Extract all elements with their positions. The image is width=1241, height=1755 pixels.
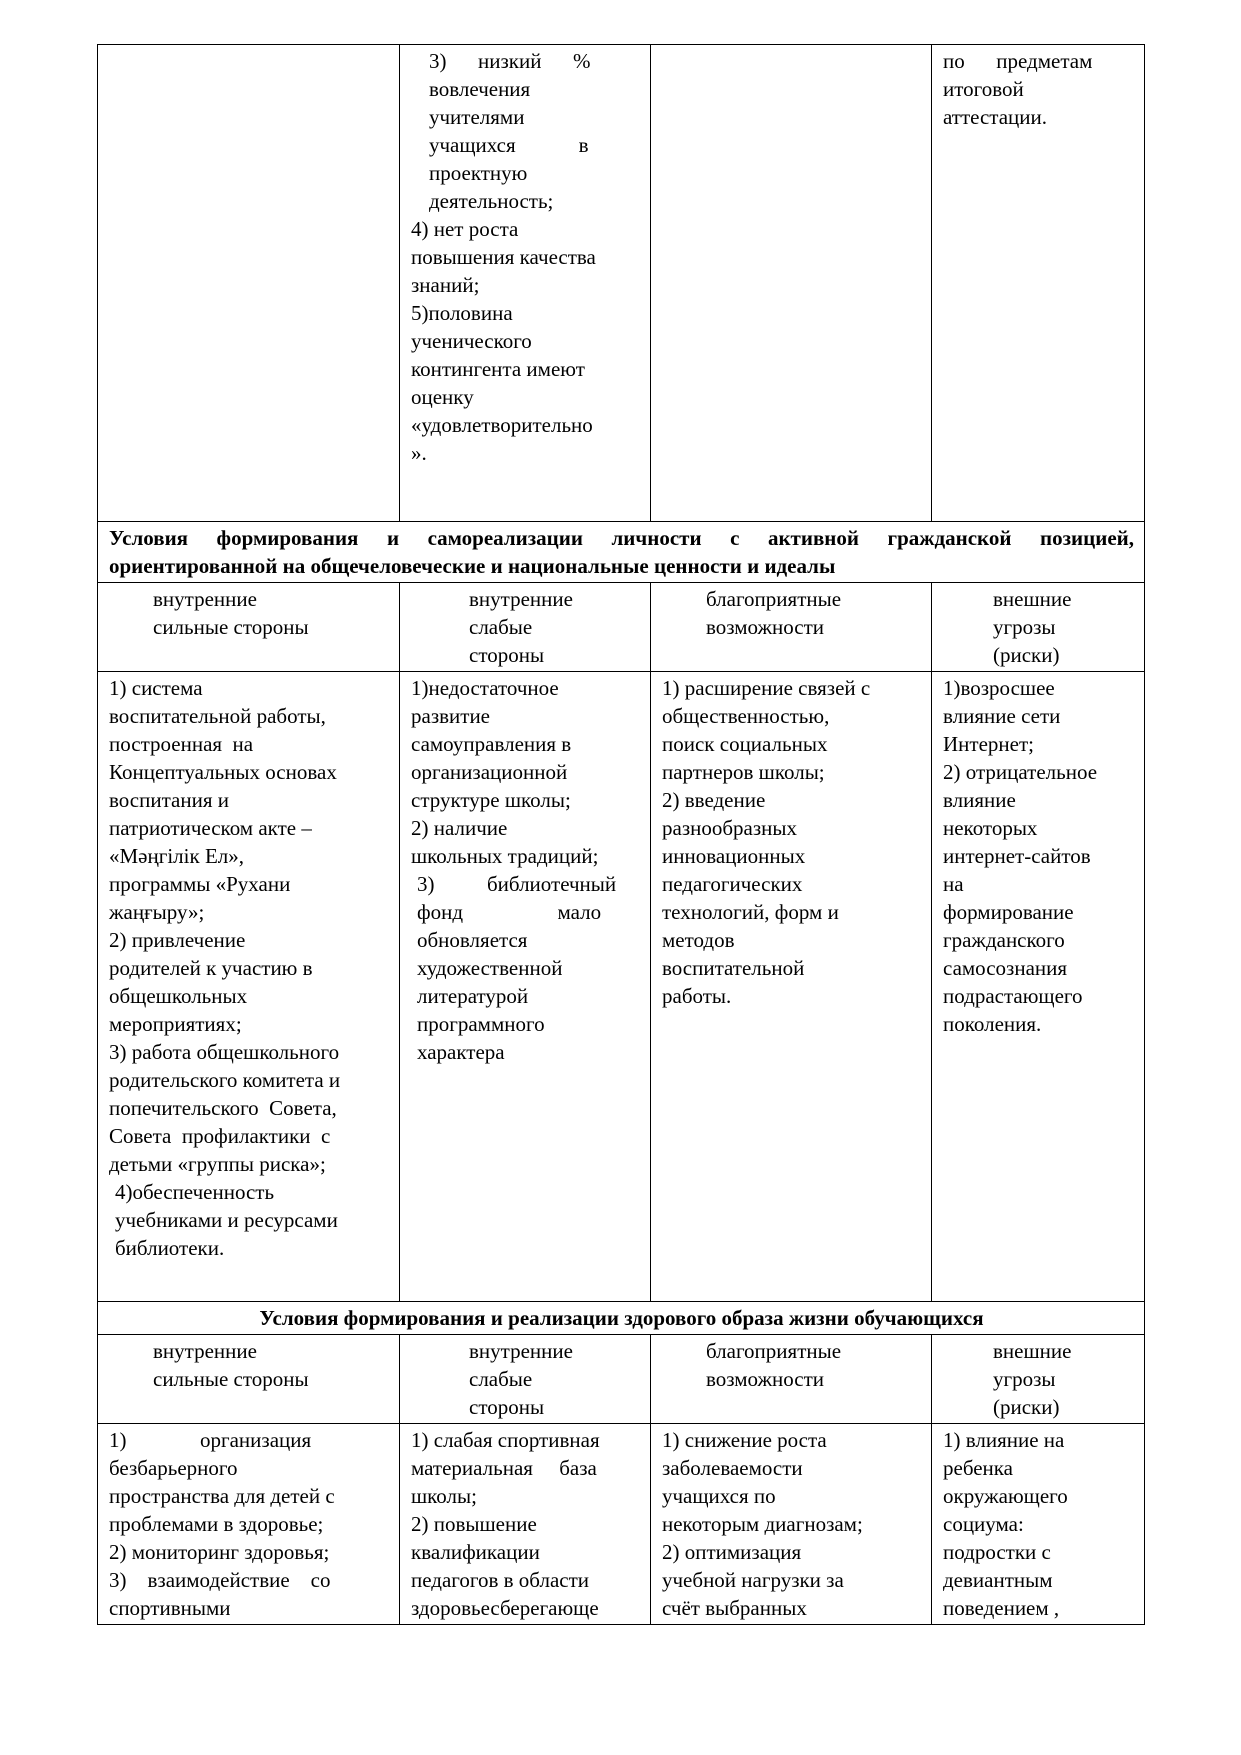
section2-opportunities-cell: [651, 1424, 932, 1625]
cont-opportunities-cell: [651, 45, 932, 522]
section1-opportunities-cell: [651, 672, 932, 1302]
text-line: счёт выбранных: [662, 1596, 807, 1620]
text-line: 4)обеспеченность: [115, 1180, 275, 1204]
text-line: программного: [417, 1012, 545, 1036]
text-line: на: [943, 872, 964, 896]
text-line: художественной: [417, 956, 563, 980]
text-line: 3) взаимодействие со: [109, 1568, 331, 1592]
header-strengths: [98, 583, 400, 672]
text-line: 2) введение: [662, 788, 766, 812]
section1-title-row: [98, 522, 1145, 583]
text-line: Совета профилактики с: [109, 1124, 331, 1148]
text-line: патриотическом акте –: [109, 816, 312, 840]
text-line: библиотеки.: [115, 1236, 225, 1260]
text-line: заболеваемости: [662, 1456, 803, 1480]
text-line: 4) нет роста: [411, 217, 519, 241]
text-line: 1)возросшее: [943, 676, 1055, 700]
text-line: 1) организация: [109, 1428, 312, 1452]
section1-header-row: [98, 583, 1145, 672]
text-line: вовлечения: [429, 77, 531, 101]
text-line: возможности: [706, 1367, 825, 1391]
text-line: организационной: [411, 760, 568, 784]
text-line: угрозы: [993, 615, 1056, 639]
text-line: фонд мало: [417, 900, 602, 924]
section2-title: [98, 1302, 1145, 1335]
text-line: общественностью,: [662, 704, 830, 728]
cont-threats-cell: [932, 45, 1145, 522]
text-line: влияние сети: [943, 704, 1061, 728]
section1-title-line2: ориентированной на общечеловеческие и национальные ценности и идеалы: [109, 554, 836, 578]
text-line: 1) слабая спортивная: [411, 1428, 600, 1452]
text-line: попечительского Совета,: [109, 1096, 337, 1120]
text-line: благоприятные: [706, 1339, 842, 1363]
text-line: школы;: [411, 1484, 477, 1508]
text-line: программы «Рухани: [109, 872, 291, 896]
text-line: воспитательной: [662, 956, 805, 980]
text-line: 2) мониторинг здоровья;: [109, 1540, 330, 1564]
text-line: девиантным: [943, 1568, 1053, 1592]
text-line: квалификации: [411, 1540, 540, 1564]
text-line: 1)недостаточное: [411, 676, 559, 700]
text-line: литературой: [417, 984, 529, 1008]
text-line: характера: [417, 1040, 505, 1064]
text-line: разнообразных: [662, 816, 798, 840]
text-line: построенная на: [109, 732, 254, 756]
text-line: 1) снижение роста: [662, 1428, 827, 1452]
text-line: Интернет;: [943, 732, 1034, 756]
text-line: некоторых: [943, 816, 1038, 840]
text-line: ученического: [411, 329, 532, 353]
text-line: благоприятные: [706, 587, 842, 611]
text-line: учащихся по: [662, 1484, 776, 1508]
header2-opportunities: [651, 1335, 932, 1424]
text-line: работы.: [662, 984, 732, 1008]
text-line: интернет-сайтов: [943, 844, 1091, 868]
text-line: ».: [411, 441, 427, 465]
text-line: 3) библиотечный: [417, 872, 617, 896]
text-line: 2) повышение: [411, 1512, 537, 1536]
text-line: 2) оптимизация: [662, 1540, 802, 1564]
text-line: внешние: [993, 587, 1072, 611]
text-line: 3) работа общешкольного: [109, 1040, 340, 1064]
text-line: аттестации.: [943, 105, 1048, 129]
text-line: развитие: [411, 704, 491, 728]
section2-content-row: [98, 1424, 1145, 1625]
text-line: влияние: [943, 788, 1016, 812]
text-line: 5)половина: [411, 301, 513, 325]
text-line: пространства для детей с: [109, 1484, 335, 1508]
text-line: Концептуальных основах: [109, 760, 337, 784]
text-line: некоторым диагнозам;: [662, 1512, 863, 1536]
text-line: поиск социальных: [662, 732, 828, 756]
text-line: стороны: [469, 643, 545, 667]
text-line: возможности: [706, 615, 825, 639]
text-line: по предметам: [943, 49, 1093, 73]
text-line: оценку: [411, 385, 474, 409]
text-line: партнеров школы;: [662, 760, 825, 784]
text-line: педагогических: [662, 872, 803, 896]
text-line: здоровьесберегающе: [411, 1596, 599, 1620]
text-line: (риски): [993, 643, 1060, 667]
text-line: безбарьерного: [109, 1456, 238, 1480]
text-line: самоуправления в: [411, 732, 572, 756]
header-threats: [932, 583, 1145, 672]
text-line: школьных традиций;: [411, 844, 599, 868]
text-line: родителей к участию в: [109, 956, 313, 980]
cont-weaknesses-cell: [400, 45, 651, 522]
text-line: стороны: [469, 1395, 545, 1419]
text-line: (риски): [993, 1395, 1060, 1419]
section2-threats-cell: [932, 1424, 1145, 1625]
text-line: социума:: [943, 1512, 1024, 1536]
text-line: 2) наличие: [411, 816, 508, 840]
swot-table: [97, 44, 1145, 1625]
text-line: сильные стороны: [153, 615, 309, 639]
section1-strengths-cell: [98, 672, 400, 1302]
section2-title-row: [98, 1302, 1145, 1335]
cont-strengths-cell: [98, 45, 400, 522]
text-line: педагогов в области: [411, 1568, 589, 1592]
text-line: жаңғыру»;: [109, 900, 205, 924]
header2-weaknesses: [400, 1335, 651, 1424]
text-line: «удовлетворительно: [411, 413, 593, 437]
text-line: поколения.: [943, 1012, 1042, 1036]
text-line: ребенка: [943, 1456, 1013, 1480]
text-line: внутренние: [153, 1339, 257, 1363]
section2-strengths-cell: [98, 1424, 400, 1625]
text-line: мероприятиях;: [109, 1012, 242, 1036]
text-line: деятельность;: [429, 189, 554, 213]
text-line: воспитания и: [109, 788, 229, 812]
text-line: внутренние: [469, 587, 573, 611]
text-line: внешние: [993, 1339, 1072, 1363]
text-line: методов: [662, 928, 735, 952]
section1-title-line1: Условия формирования и самореализации личности с активной гражданской позицией,: [109, 526, 1134, 550]
text-line: угрозы: [993, 1367, 1056, 1391]
text-line: повышения качества: [411, 245, 596, 269]
text-line: слабые: [469, 615, 533, 639]
text-line: детьми «группы риска»;: [109, 1152, 326, 1176]
text-line: подростки с: [943, 1540, 1051, 1564]
text-line: внутренние: [153, 587, 257, 611]
text-line: структуре школы;: [411, 788, 571, 812]
text-line: 1) система: [109, 676, 203, 700]
text-line: проблемами в здоровье;: [109, 1512, 324, 1536]
text-line: самосознания: [943, 956, 1068, 980]
text-line: учебной нагрузки за: [662, 1568, 844, 1592]
section2-weaknesses-cell: [400, 1424, 651, 1625]
text-line: обновляется: [417, 928, 528, 952]
text-line: сильные стороны: [153, 1367, 309, 1391]
text-line: поведением ,: [943, 1596, 1060, 1620]
text-line: родительского комитета и: [109, 1068, 341, 1092]
text-line: внутренние: [469, 1339, 573, 1363]
text-line: окружающего: [943, 1484, 1068, 1508]
section1-content-row: [98, 672, 1145, 1302]
section2-title-text: Условия формирования и реализации здорового образа жизни обучающихся: [259, 1306, 984, 1330]
text-line: 1) влияние на: [943, 1428, 1065, 1452]
section1-title: [98, 522, 1145, 583]
continuation-row: [98, 45, 1145, 522]
text-line: учащихся в: [429, 133, 589, 157]
text-line: 3) низкий %: [429, 49, 591, 73]
text-line: инновационных: [662, 844, 806, 868]
text-line: проектную: [429, 161, 528, 185]
text-line: контингента имеют: [411, 357, 585, 381]
text-line: «Мәңгілік Ел»,: [109, 844, 245, 868]
text-line: учителями: [429, 105, 525, 129]
text-line: 2) привлечение: [109, 928, 246, 952]
text-line: 1) расширение связей с: [662, 676, 871, 700]
text-line: слабые: [469, 1367, 533, 1391]
section1-weaknesses-cell: [400, 672, 651, 1302]
header-opportunities: [651, 583, 932, 672]
text-line: общешкольных: [109, 984, 248, 1008]
text-line: подрастающего: [943, 984, 1083, 1008]
text-line: гражданского: [943, 928, 1065, 952]
header2-strengths: [98, 1335, 400, 1424]
section2-header-row: [98, 1335, 1145, 1424]
text-line: учебниками и ресурсами: [115, 1208, 338, 1232]
text-line: воспитательной работы,: [109, 704, 326, 728]
text-line: знаний;: [411, 273, 480, 297]
text-line: 2) отрицательное: [943, 760, 1098, 784]
text-line: материальная база: [411, 1456, 597, 1480]
header-weaknesses: [400, 583, 651, 672]
text-line: технологий, форм и: [662, 900, 839, 924]
section1-threats-cell: [932, 672, 1145, 1302]
text-line: формирование: [943, 900, 1074, 924]
header2-threats: [932, 1335, 1145, 1424]
text-line: спортивными: [109, 1596, 231, 1620]
text-line: итоговой: [943, 77, 1024, 101]
